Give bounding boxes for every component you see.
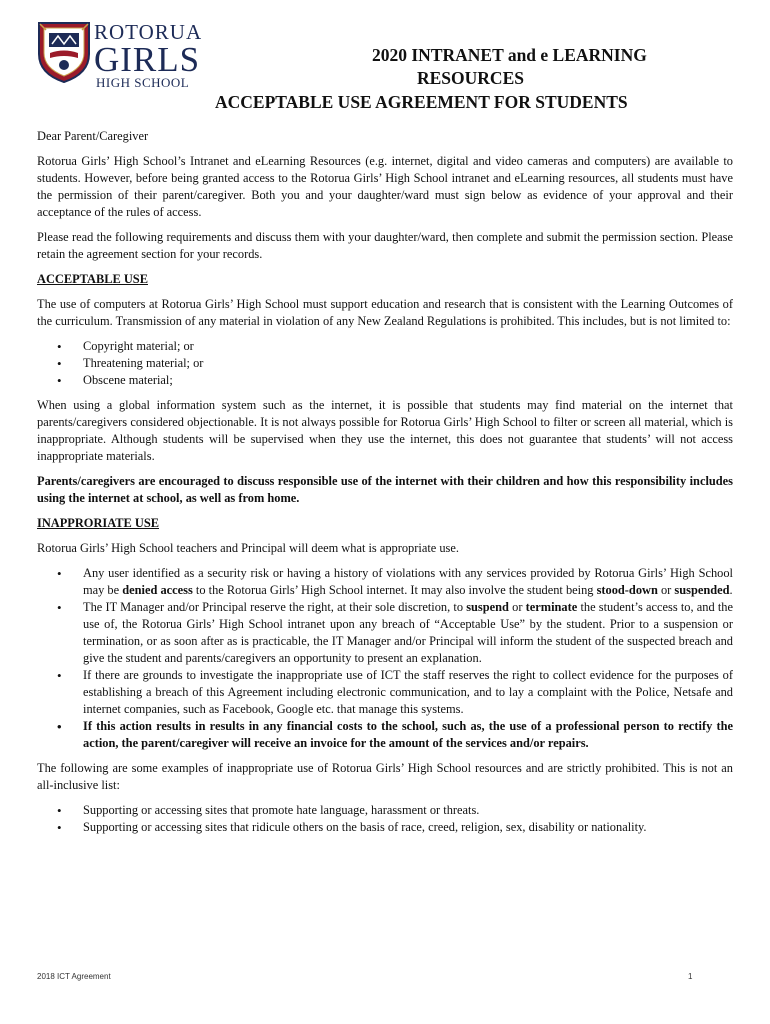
examples-paragraph: The following are some examples of inappropriate use of Rotorua Girls’ High School resources and are strictly prohibited. This is not an all-inclusive list: — [37, 761, 733, 792]
rule-emphasis: stood-down — [596, 583, 658, 597]
examples-list — [37, 802, 733, 836]
rule-text: or — [508, 600, 526, 614]
list-item: • Copyright material; or — [37, 338, 733, 355]
rule-emphasis: denied access — [122, 583, 193, 597]
logo-line-girls: GIRLS — [94, 40, 201, 79]
inappropriate-use-rules-list — [37, 565, 733, 752]
school-crest-icon — [36, 20, 92, 84]
rule-text: to the Rotorua Girls’ High School internet. It may also involve the student being — [192, 583, 597, 597]
inappropriate-use-heading: INAPPRORIATE USE — [37, 516, 159, 530]
list-item: • Supporting or accessing sites that promote hate language, harassment or threats. — [37, 802, 733, 819]
acceptable-use-paragraph: The use of computers at Rotorua Girls’ High School must support education and research that is consistent with the Learning Outcomes of the curriculum. Transmission of any material in violation of any New Zealand Regulations is prohibited. This includes, but is not limited to: — [37, 297, 733, 328]
list-item: • If there are grounds to investigate the inappropriate use of ICT the staff reserves the right to collect evidence for the purposes of establishing a breach of this Agreement including electronic communication, and to lay a complaint with the Police, Netsafe and internet companies, such as Facebook, Google etc. that manage this systems. — [37, 667, 733, 718]
rule-text: or — [657, 583, 675, 597]
rule-text: The IT Manager and/or Principal reserve the right, at their sole discretion, to — [83, 600, 467, 614]
school-logo — [36, 18, 211, 88]
intro-paragraph-2: Please read the following requirements and discuss them with your daughter/ward, then complete and submit the permission section. Please retain the agreement section for your records. — [37, 230, 733, 261]
list-item: • Obscene material; — [37, 372, 733, 389]
title-line-2: RESOURCES — [417, 68, 524, 88]
document-body — [37, 128, 733, 844]
list-item — [37, 599, 733, 667]
prohibited-material-list — [37, 338, 733, 389]
title-line-1: 2020 INTRANET and e LEARNING — [372, 45, 647, 65]
internet-supervision-paragraph: When using a global information system such as the internet, it is possible that students may find material on the internet that parents/caregivers considered objectionable. It is not always possible for Rotorua Girls’ High School to filter or screen all material, which is inappropriate. Although students will be supervised when they use the internet, this does not guarantee that students’ will not access inappropriate materials. — [37, 398, 733, 463]
rule-emphasis: terminate — [525, 600, 578, 614]
greeting: Dear Parent/Caregiver — [37, 129, 149, 143]
logo-line-high-school: HIGH SCHOOL — [96, 75, 190, 90]
title-line-3: ACCEPTABLE USE AGREEMENT FOR STUDENTS — [215, 92, 628, 112]
footer-doc-name: 2018 ICT Agreement — [37, 972, 111, 981]
list-item — [37, 565, 733, 599]
logo-line-rotorua: ROTORUA — [94, 20, 203, 44]
list-item: • Threatening material; or — [37, 355, 733, 372]
intro-paragraph-1: Rotorua Girls’ High School’s Intranet and eLearning Resources (e.g. internet, digital and video cameras and computers) are available to students. However, before being granted access to the Rotorua Girls’ High School intranet and eLearning resources, all students must have the permission of their parent/caregiver. Both you and your daughter/ward must sign below as evidence of your approval and their acceptance of the rules of access. — [37, 154, 733, 219]
rule-text: . — [729, 583, 733, 597]
inappropriate-use-paragraph: Rotorua Girls’ High School teachers and Principal will deem what is appropriate use. — [37, 541, 459, 555]
list-item: • If this action results in results in any financial costs to the school, such as, the use of a professional person to rectify the action, the parent/caregiver will receive an invoice for the amount of the services and/or repairs. — [37, 718, 733, 752]
list-item: • Supporting or accessing sites that ridicule others on the basis of race, creed, religion, sex, disability or nationality. — [37, 819, 733, 836]
rule-emphasis: suspend — [466, 600, 509, 614]
rule-text: Any user identified as a security risk or having a history of violations with any services provided by Rotorua Girls’ High School may be — [83, 566, 733, 597]
rule-emphasis: suspended — [674, 583, 730, 597]
rule-text: the student’s access to, and the use of, the Rotorua Girls’ High School intranet upon any breach of “Acceptable Use” by the student. Prior to a suspension or termination, or as soon after as is practicable, the IT Manager and/or Principal will inform the student of the suspected breach and give the student and parents/caregivers an opportunity to present an explanation. — [83, 600, 733, 665]
acceptable-use-heading: ACCEPTABLE USE — [37, 272, 148, 286]
page-number: 1 — [688, 972, 693, 981]
parents-encouraged-paragraph: Parents/caregivers are encouraged to discuss responsible use of the internet with their children and how this responsibility includes using the internet at school, as well as from home. — [37, 474, 733, 505]
